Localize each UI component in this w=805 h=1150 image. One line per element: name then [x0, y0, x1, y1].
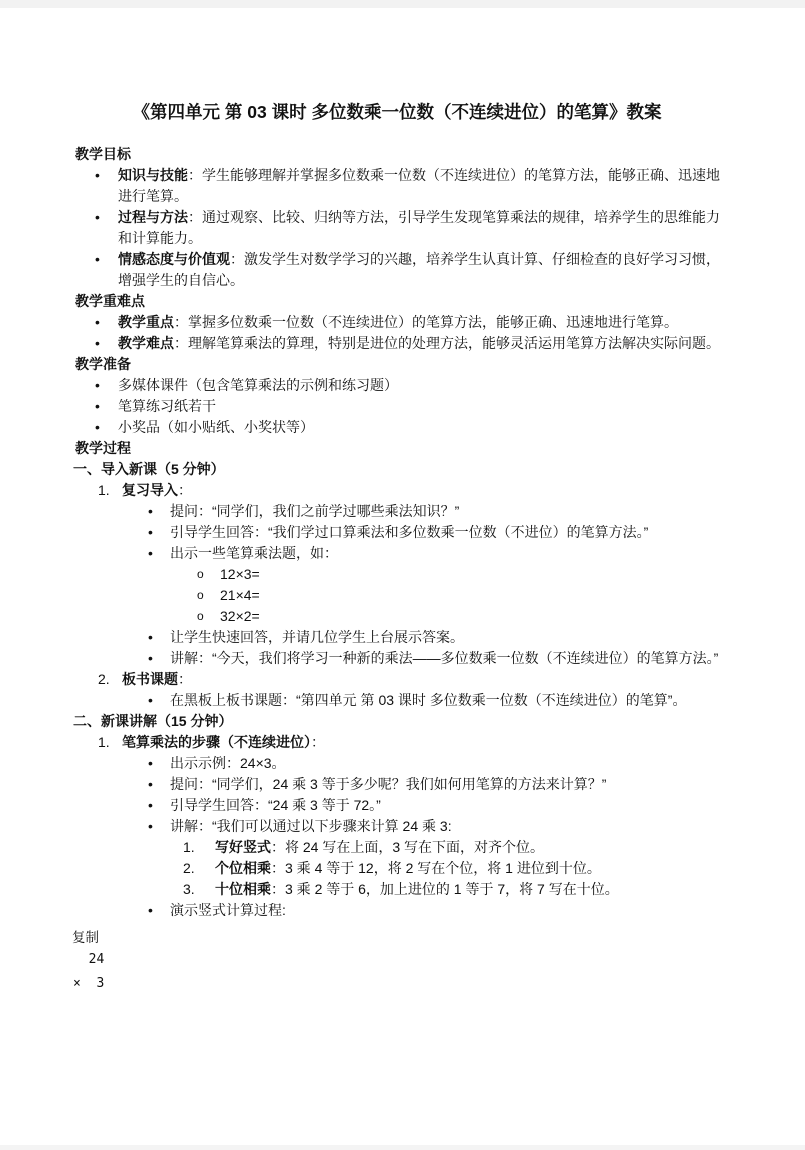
list-item: [73, 165, 721, 207]
item-text: 在黑板上板书课题：“第四单元 第 03 课时 多位数乘一位数（不连续进位）的笔算”。: [170, 692, 687, 708]
bullet-icon: •: [148, 650, 153, 666]
bullet-icon: •: [148, 503, 153, 519]
item-colon: ：: [178, 482, 192, 498]
list-item: [73, 375, 721, 396]
bullet-icon: •: [95, 209, 100, 225]
list-item: [73, 396, 721, 417]
page-bottom-edge: [0, 1145, 805, 1150]
list-item: [73, 753, 721, 774]
problem-text: 32×2=: [220, 608, 260, 624]
item-text: ：通过观察、比较、归纳等方法，引导学生发现笔算乘法的规律，培养学生的思维能力和计算能力。: [118, 209, 720, 246]
item-text: 出示一些笔算乘法题，如：: [170, 545, 338, 561]
problem-item: [73, 606, 721, 627]
list-item: [73, 816, 721, 837]
item-text: 提问：“同学们，我们之前学过哪些乘法知识？”: [170, 503, 460, 519]
item-colon: ：: [311, 734, 325, 750]
item-label: 复习导入: [122, 482, 178, 498]
list-item: [73, 417, 721, 438]
item-text: ：3 乘 2 等于 6，加上进位的 1 等于 7，将 7 写在十位。: [271, 881, 619, 897]
item-text: 演示竖式计算过程:: [170, 902, 286, 918]
item-text: 出示示例：24×3。: [170, 755, 286, 771]
vertical-calculation-code: [73, 948, 721, 995]
heading-key-points: 教学重难点: [75, 293, 145, 309]
numbered-item: [73, 480, 721, 501]
bullet-icon: •: [148, 524, 153, 540]
item-label: 个位相乘: [215, 860, 271, 876]
list-item: [73, 690, 721, 711]
problem-item: [73, 585, 721, 606]
heading-process: 教学过程: [75, 440, 131, 456]
part1-heading: 一、导入新课（5 分钟）: [73, 461, 225, 477]
problem-item: [73, 564, 721, 585]
item-text: 多媒体课件（包含笔算乘法的示例和练习题）: [118, 377, 398, 393]
list-item: [73, 543, 721, 564]
item-text: ：3 乘 4 等于 12，将 2 写在个位，将 1 进位到十位。: [271, 860, 601, 876]
list-item: [73, 900, 721, 921]
item-text: ：理解笔算乘法的算理，特别是进位的处理方法，能够灵活运用笔算方法解决实际问题。: [174, 335, 720, 351]
bullet-icon: •: [148, 692, 153, 708]
bullet-icon: •: [95, 251, 100, 267]
bullet-icon: •: [95, 398, 100, 414]
code-line: 24: [73, 952, 105, 967]
item-number: 1.: [98, 734, 110, 750]
bullet-icon: •: [148, 755, 153, 771]
circle-bullet-icon: o: [197, 567, 204, 581]
bullet-icon: •: [148, 818, 153, 834]
item-text: ：将 24 写在上面，3 写在下面，对齐个位。: [271, 839, 545, 855]
list-item: [73, 501, 721, 522]
list-item: [73, 333, 721, 354]
item-text: ：激发学生对数学学习的兴趣，培养学生认真计算、仔细检查的良好学习习惯，增强学生的自信心。: [118, 251, 720, 288]
list-item: [73, 627, 721, 648]
bullet-icon: •: [95, 314, 100, 330]
list-item: [73, 648, 721, 669]
item-text: 小奖品（如小贴纸、小奖状等）: [118, 419, 314, 435]
substep-item: [73, 837, 721, 858]
list-item: [73, 522, 721, 543]
bullet-icon: •: [148, 776, 153, 792]
problem-text: 21×4=: [220, 587, 260, 603]
bullet-icon: •: [148, 629, 153, 645]
bullet-icon: •: [95, 419, 100, 435]
item-number: 3.: [183, 881, 195, 897]
item-text: 引导学生回答：“24 乘 3 等于 72。”: [170, 797, 381, 813]
bullet-icon: •: [95, 335, 100, 351]
item-number: 2.: [98, 671, 110, 687]
bullet-icon: •: [148, 797, 153, 813]
circle-bullet-icon: o: [197, 609, 204, 623]
item-text: ：学生能够理解并掌握多位数乘一位数（不连续进位）的笔算方法，能够正确、迅速地进行笔算。: [118, 167, 720, 204]
item-text: 讲解：“今天，我们将学习一种新的乘法——多位数乘一位数（不连续进位）的笔算方法。”: [170, 650, 719, 666]
list-item: [73, 312, 721, 333]
heading-preparation: 教学准备: [75, 356, 131, 372]
item-text: 让学生快速回答，并请几位学生上台展示答案。: [170, 629, 464, 645]
bullet-icon: •: [148, 902, 153, 918]
item-label: 写好竖式: [215, 839, 271, 855]
list-item: [73, 774, 721, 795]
item-text: 讲解：“我们可以通过以下步骤来计算 24 乘 3:: [170, 818, 452, 834]
item-text: 提问：“同学们，24 乘 3 等于多少呢？我们如何用笔算的方法来计算？”: [170, 776, 607, 792]
problem-text: 12×3=: [220, 566, 260, 582]
substep-item: [73, 858, 721, 879]
bullet-icon: •: [95, 377, 100, 393]
item-colon: ：: [178, 671, 192, 687]
heading-goals: 教学目标: [75, 146, 131, 162]
copy-code-button[interactable]: 复制: [72, 930, 99, 945]
circle-bullet-icon: o: [197, 588, 204, 602]
list-item: [73, 207, 721, 249]
bullet-icon: •: [95, 167, 100, 183]
item-label: 教学难点: [118, 335, 174, 351]
item-label: 板书课题: [122, 671, 178, 687]
list-item: [73, 249, 721, 291]
numbered-item: [73, 732, 721, 753]
page-title: 《第四单元 第 03 课时 多位数乘一位数（不连续进位）的笔算》教案: [132, 102, 662, 122]
item-number: 2.: [183, 860, 195, 876]
item-number: 1.: [183, 839, 195, 855]
part2-heading: 二、新课讲解（15 分钟）: [73, 713, 233, 729]
numbered-item: [73, 669, 721, 690]
bullet-icon: •: [148, 545, 153, 561]
item-label: 笔算乘法的步骤（不连续进位）: [122, 734, 311, 750]
item-label: 教学重点: [118, 314, 174, 330]
list-item: [73, 795, 721, 816]
item-label: 过程与方法: [118, 209, 188, 225]
substep-item: [73, 879, 721, 900]
document-page: [73, 0, 721, 995]
item-text: 笔算练习纸若干: [118, 398, 216, 414]
item-label: 十位相乘: [215, 881, 271, 897]
item-text: ：掌握多位数乘一位数（不连续进位）的笔算方法，能够正确、迅速地进行笔算。: [174, 314, 678, 330]
code-line: × 3: [73, 975, 105, 991]
item-label: 情感态度与价值观: [118, 251, 230, 267]
item-text: 引导学生回答：“我们学过口算乘法和多位数乘一位数（不进位）的笔算方法。”: [170, 524, 649, 540]
item-number: 1.: [98, 482, 110, 498]
item-label: 知识与技能: [118, 167, 188, 183]
